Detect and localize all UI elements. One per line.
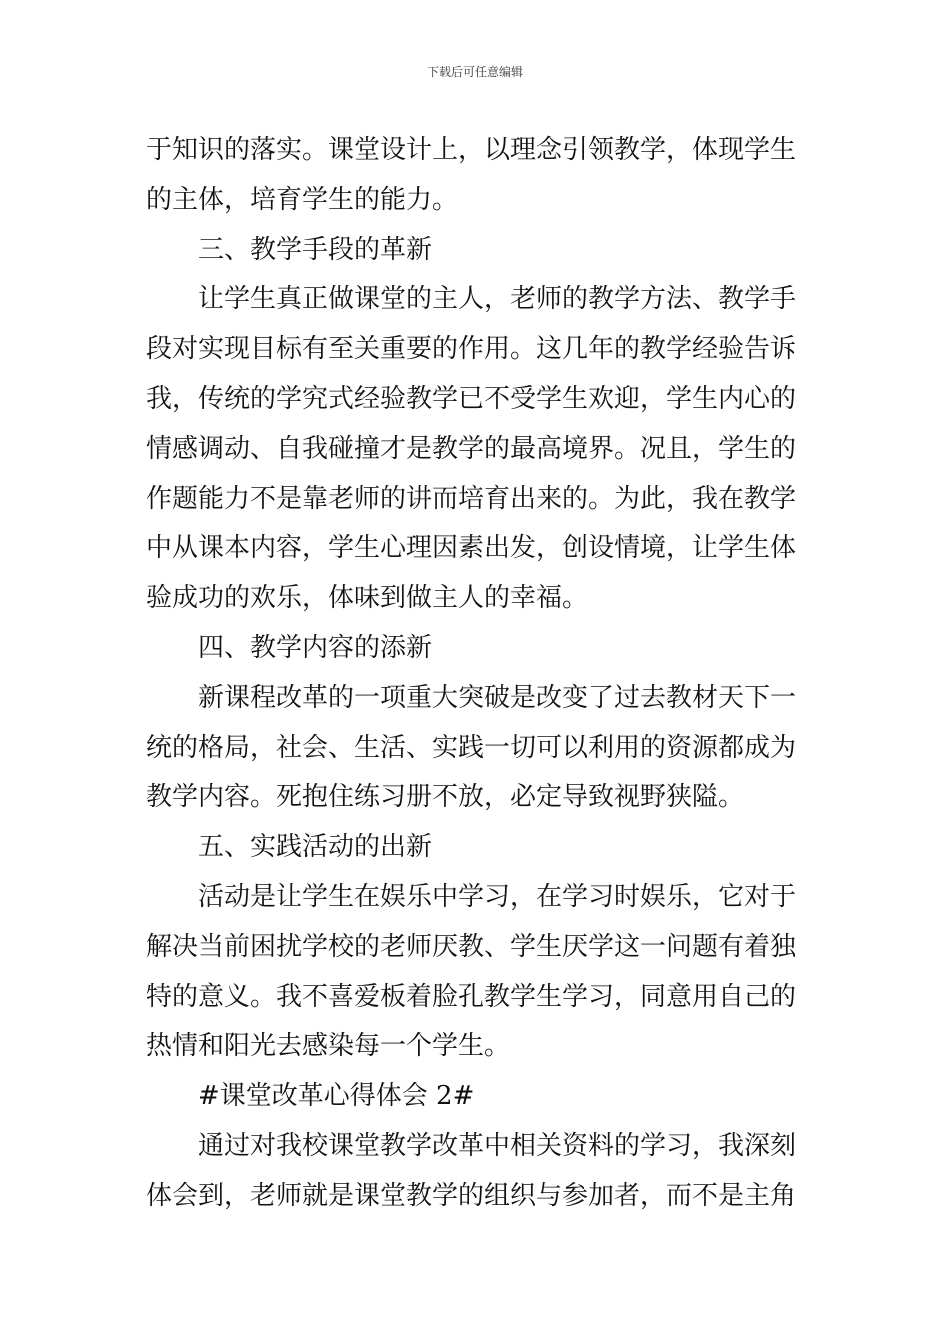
text-line: 教学内容。死抱住练习册不放，必定导致视野狭隘。 <box>146 782 745 813</box>
text-line: 作题能力不是靠老师的讲而培育出来的。为此，我在教学 <box>146 483 797 514</box>
text-line: 解决当前困扰学校的老师厌教、学生厌学这一问题有着独 <box>146 931 797 962</box>
document-body <box>146 126 806 1222</box>
text-line: 三、教学手段的革新 <box>198 234 433 265</box>
text-line: 情感调动、自我碰撞才是教学的最高境界。况且，学生的 <box>146 433 797 464</box>
text-line: 统的格局，社会、生活、实践一切可以利用的资源都成为 <box>146 732 797 763</box>
text-line: 四、教学内容的添新 <box>198 632 433 663</box>
text-line: 特的意义。我不喜爱板着脸孔教学生学习，同意用自己的 <box>146 981 797 1012</box>
text-line: 活动是让学生在娱乐中学习，在学习时娱乐，它对于 <box>198 881 797 912</box>
text-line: 体会到，老师就是课堂教学的组织与参加者，而不是主角 <box>146 1180 797 1211</box>
text-line: 通过对我校课堂教学改革中相关资料的学习，我深刻 <box>198 1130 797 1161</box>
text-line: 的主体，培育学生的能力。 <box>146 184 459 215</box>
text-line: 我，传统的学究式经验教学已不受学生欢迎，学生内心的 <box>146 383 797 414</box>
text-line: 新课程改革的一项重大突破是改变了过去教材天下一 <box>198 682 797 713</box>
page-header: 下载后可任意编辑 <box>426 65 523 79</box>
text-line: 验成功的欢乐，体味到做主人的幸福。 <box>146 583 589 614</box>
text-line: #课堂改革心得体会 2# <box>198 1081 475 1112</box>
text-line: 让学生真正做课堂的主人，老师的教学方法、教学手 <box>198 284 797 315</box>
text-line: 段对实现目标有至关重要的作用。这几年的教学经验告诉 <box>146 334 797 365</box>
text-line: 中从课本内容，学生心理因素出发，创设情境，让学生体 <box>146 533 797 564</box>
text-line: 于知识的落实。课堂设计上，以理念引领教学，体现学生 <box>146 135 797 165</box>
text-line: 热情和阳光去感染每一个学生。 <box>146 1031 511 1062</box>
text-line: 五、实践活动的出新 <box>198 832 433 863</box>
